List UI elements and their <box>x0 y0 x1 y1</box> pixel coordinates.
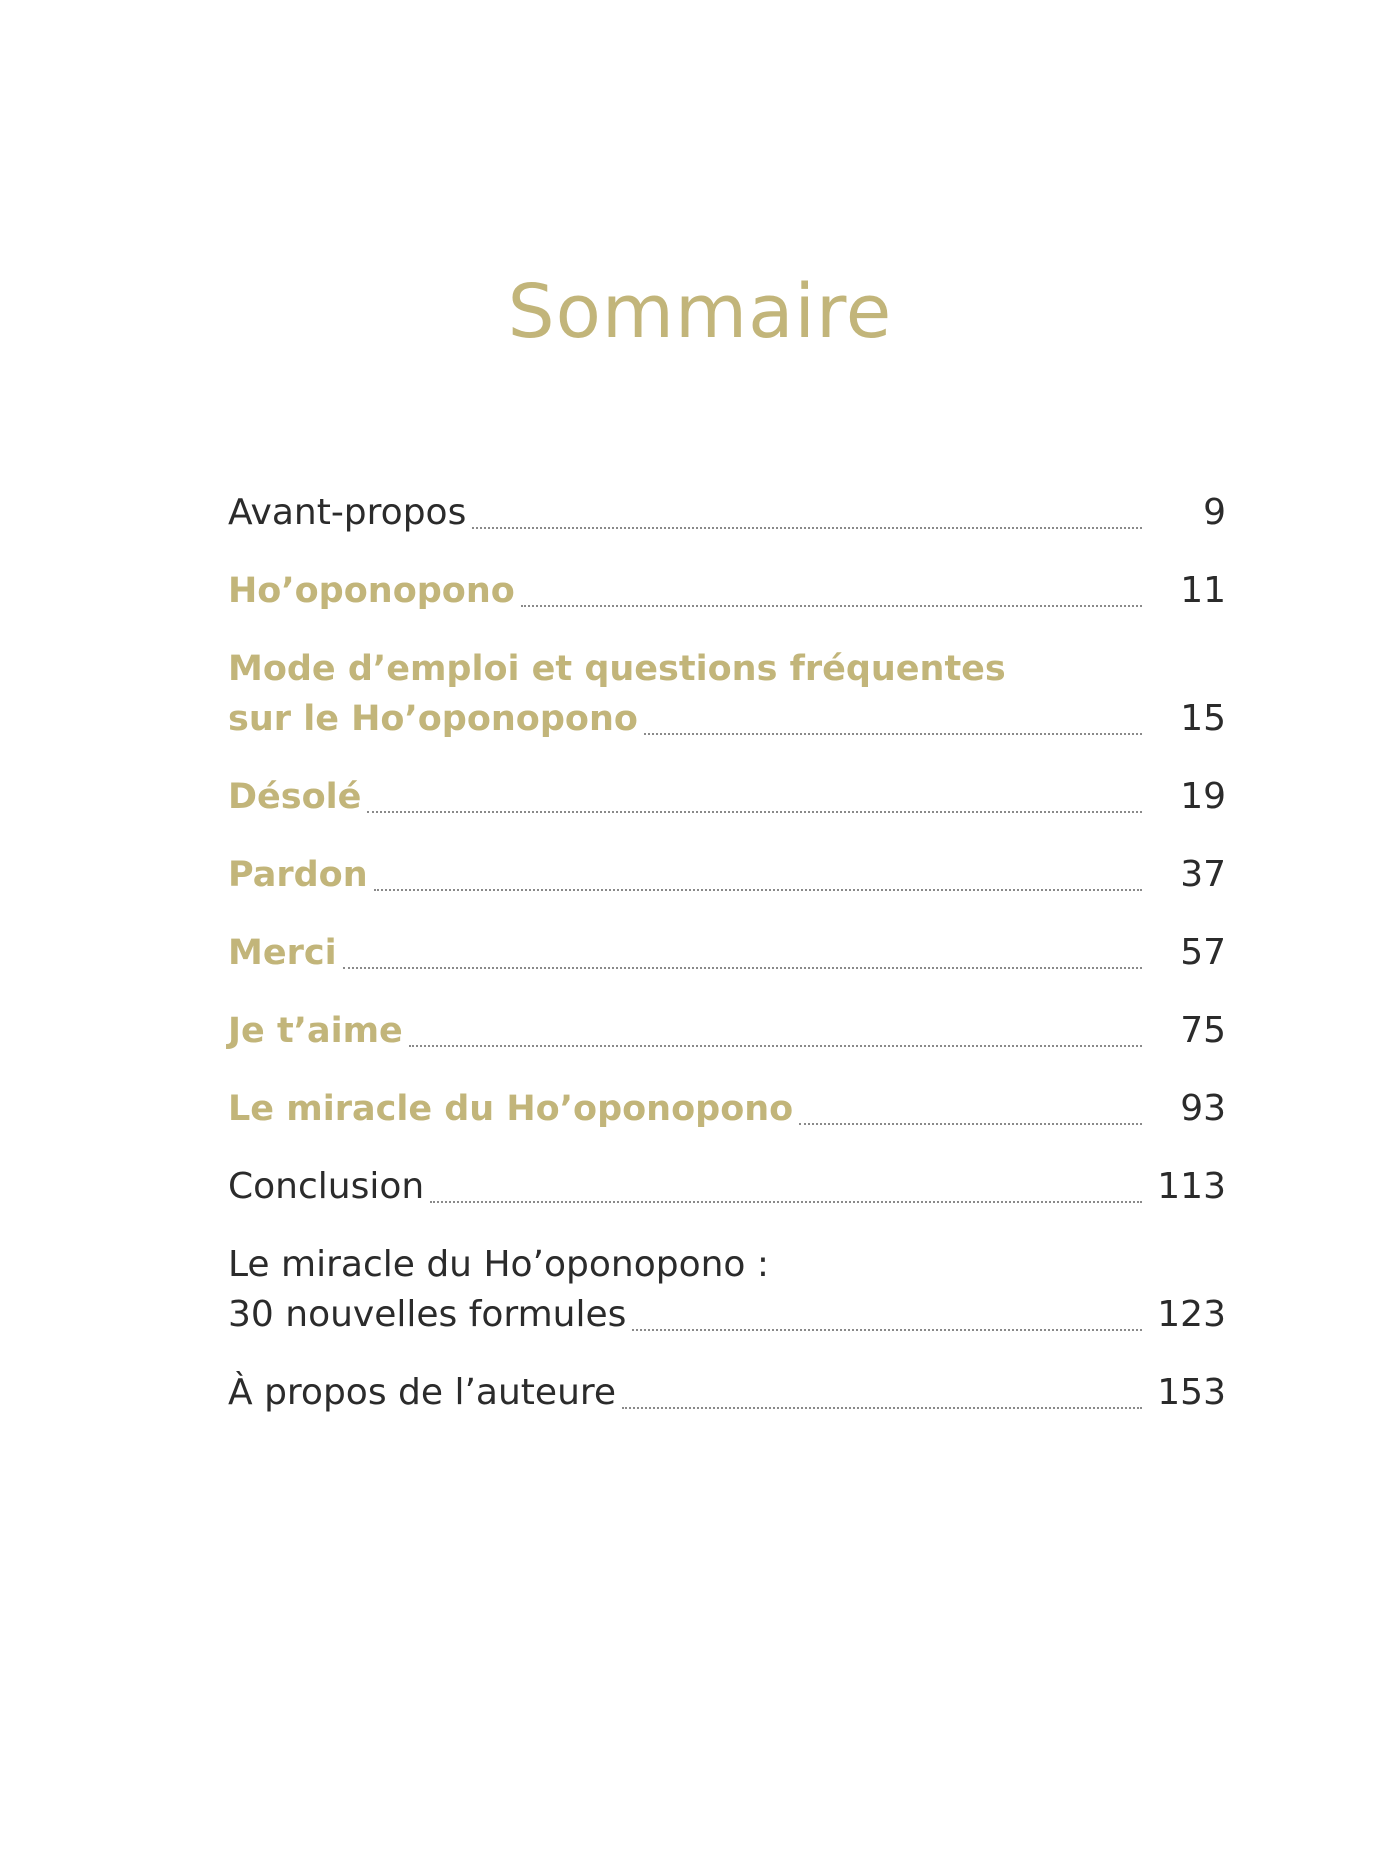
toc-entry-title: Désolé <box>228 777 362 817</box>
toc-page-number: 123 <box>1157 1294 1226 1335</box>
toc-page-number: 19 <box>1180 776 1226 817</box>
dot-leader <box>799 1123 1142 1125</box>
toc-entry[interactable] <box>228 1162 1226 1212</box>
toc-page-number: 57 <box>1180 932 1226 973</box>
dot-leader <box>374 889 1142 891</box>
dot-leader <box>343 967 1142 969</box>
toc-entry-title-line: Mode d’emploi et questions fréquentes <box>228 649 1006 689</box>
dot-leader <box>367 811 1142 813</box>
toc-page-number: 15 <box>1180 698 1226 739</box>
dot-leader <box>644 733 1142 735</box>
toc-entry[interactable] <box>228 488 1226 538</box>
page-title: Sommaire <box>507 268 893 355</box>
dot-leader <box>430 1201 1142 1203</box>
dot-leader <box>632 1329 1142 1331</box>
toc-entry[interactable] <box>228 644 1226 744</box>
toc-entry[interactable] <box>228 850 1226 900</box>
toc-page-number: 153 <box>1157 1372 1226 1413</box>
toc-page-number: 11 <box>1180 570 1226 611</box>
toc-page-number: 75 <box>1180 1010 1226 1051</box>
toc-entry-title: Je t’aime <box>228 1011 403 1051</box>
toc-entry-title: Pardon <box>228 855 368 895</box>
toc-entry-title: Merci <box>228 933 337 973</box>
toc-entry-title-line: Le miracle du Ho’oponopono : <box>228 1244 770 1285</box>
toc-page-number: 37 <box>1180 854 1226 895</box>
dot-leader <box>622 1407 1142 1409</box>
toc-entry-title: Ho’oponopono <box>228 571 515 611</box>
toc-entry-title: Le miracle du Ho’oponopono <box>228 1089 794 1129</box>
dot-leader <box>521 605 1142 607</box>
toc-entry-title: 30 nouvelles formules <box>228 1294 627 1335</box>
toc-entry[interactable] <box>228 928 1226 978</box>
toc-page-number: 93 <box>1180 1088 1226 1129</box>
toc-entry-title: sur le Ho’oponopono <box>228 699 638 739</box>
toc-entry[interactable] <box>228 1006 1226 1056</box>
toc-entry-title: Conclusion <box>228 1166 425 1207</box>
toc-entry[interactable] <box>228 1240 1226 1340</box>
table-of-contents <box>228 488 1226 1446</box>
toc-entry-title: Avant-propos <box>228 492 467 533</box>
toc-entry[interactable] <box>228 1084 1226 1134</box>
toc-entry[interactable] <box>228 772 1226 822</box>
dot-leader <box>472 527 1142 529</box>
toc-entry-title: À propos de l’auteure <box>228 1372 617 1413</box>
toc-entry[interactable] <box>228 566 1226 616</box>
toc-page-number: 9 <box>1203 492 1226 533</box>
dot-leader <box>409 1045 1142 1047</box>
toc-entry[interactable] <box>228 1368 1226 1418</box>
toc-page-number: 113 <box>1157 1166 1226 1207</box>
